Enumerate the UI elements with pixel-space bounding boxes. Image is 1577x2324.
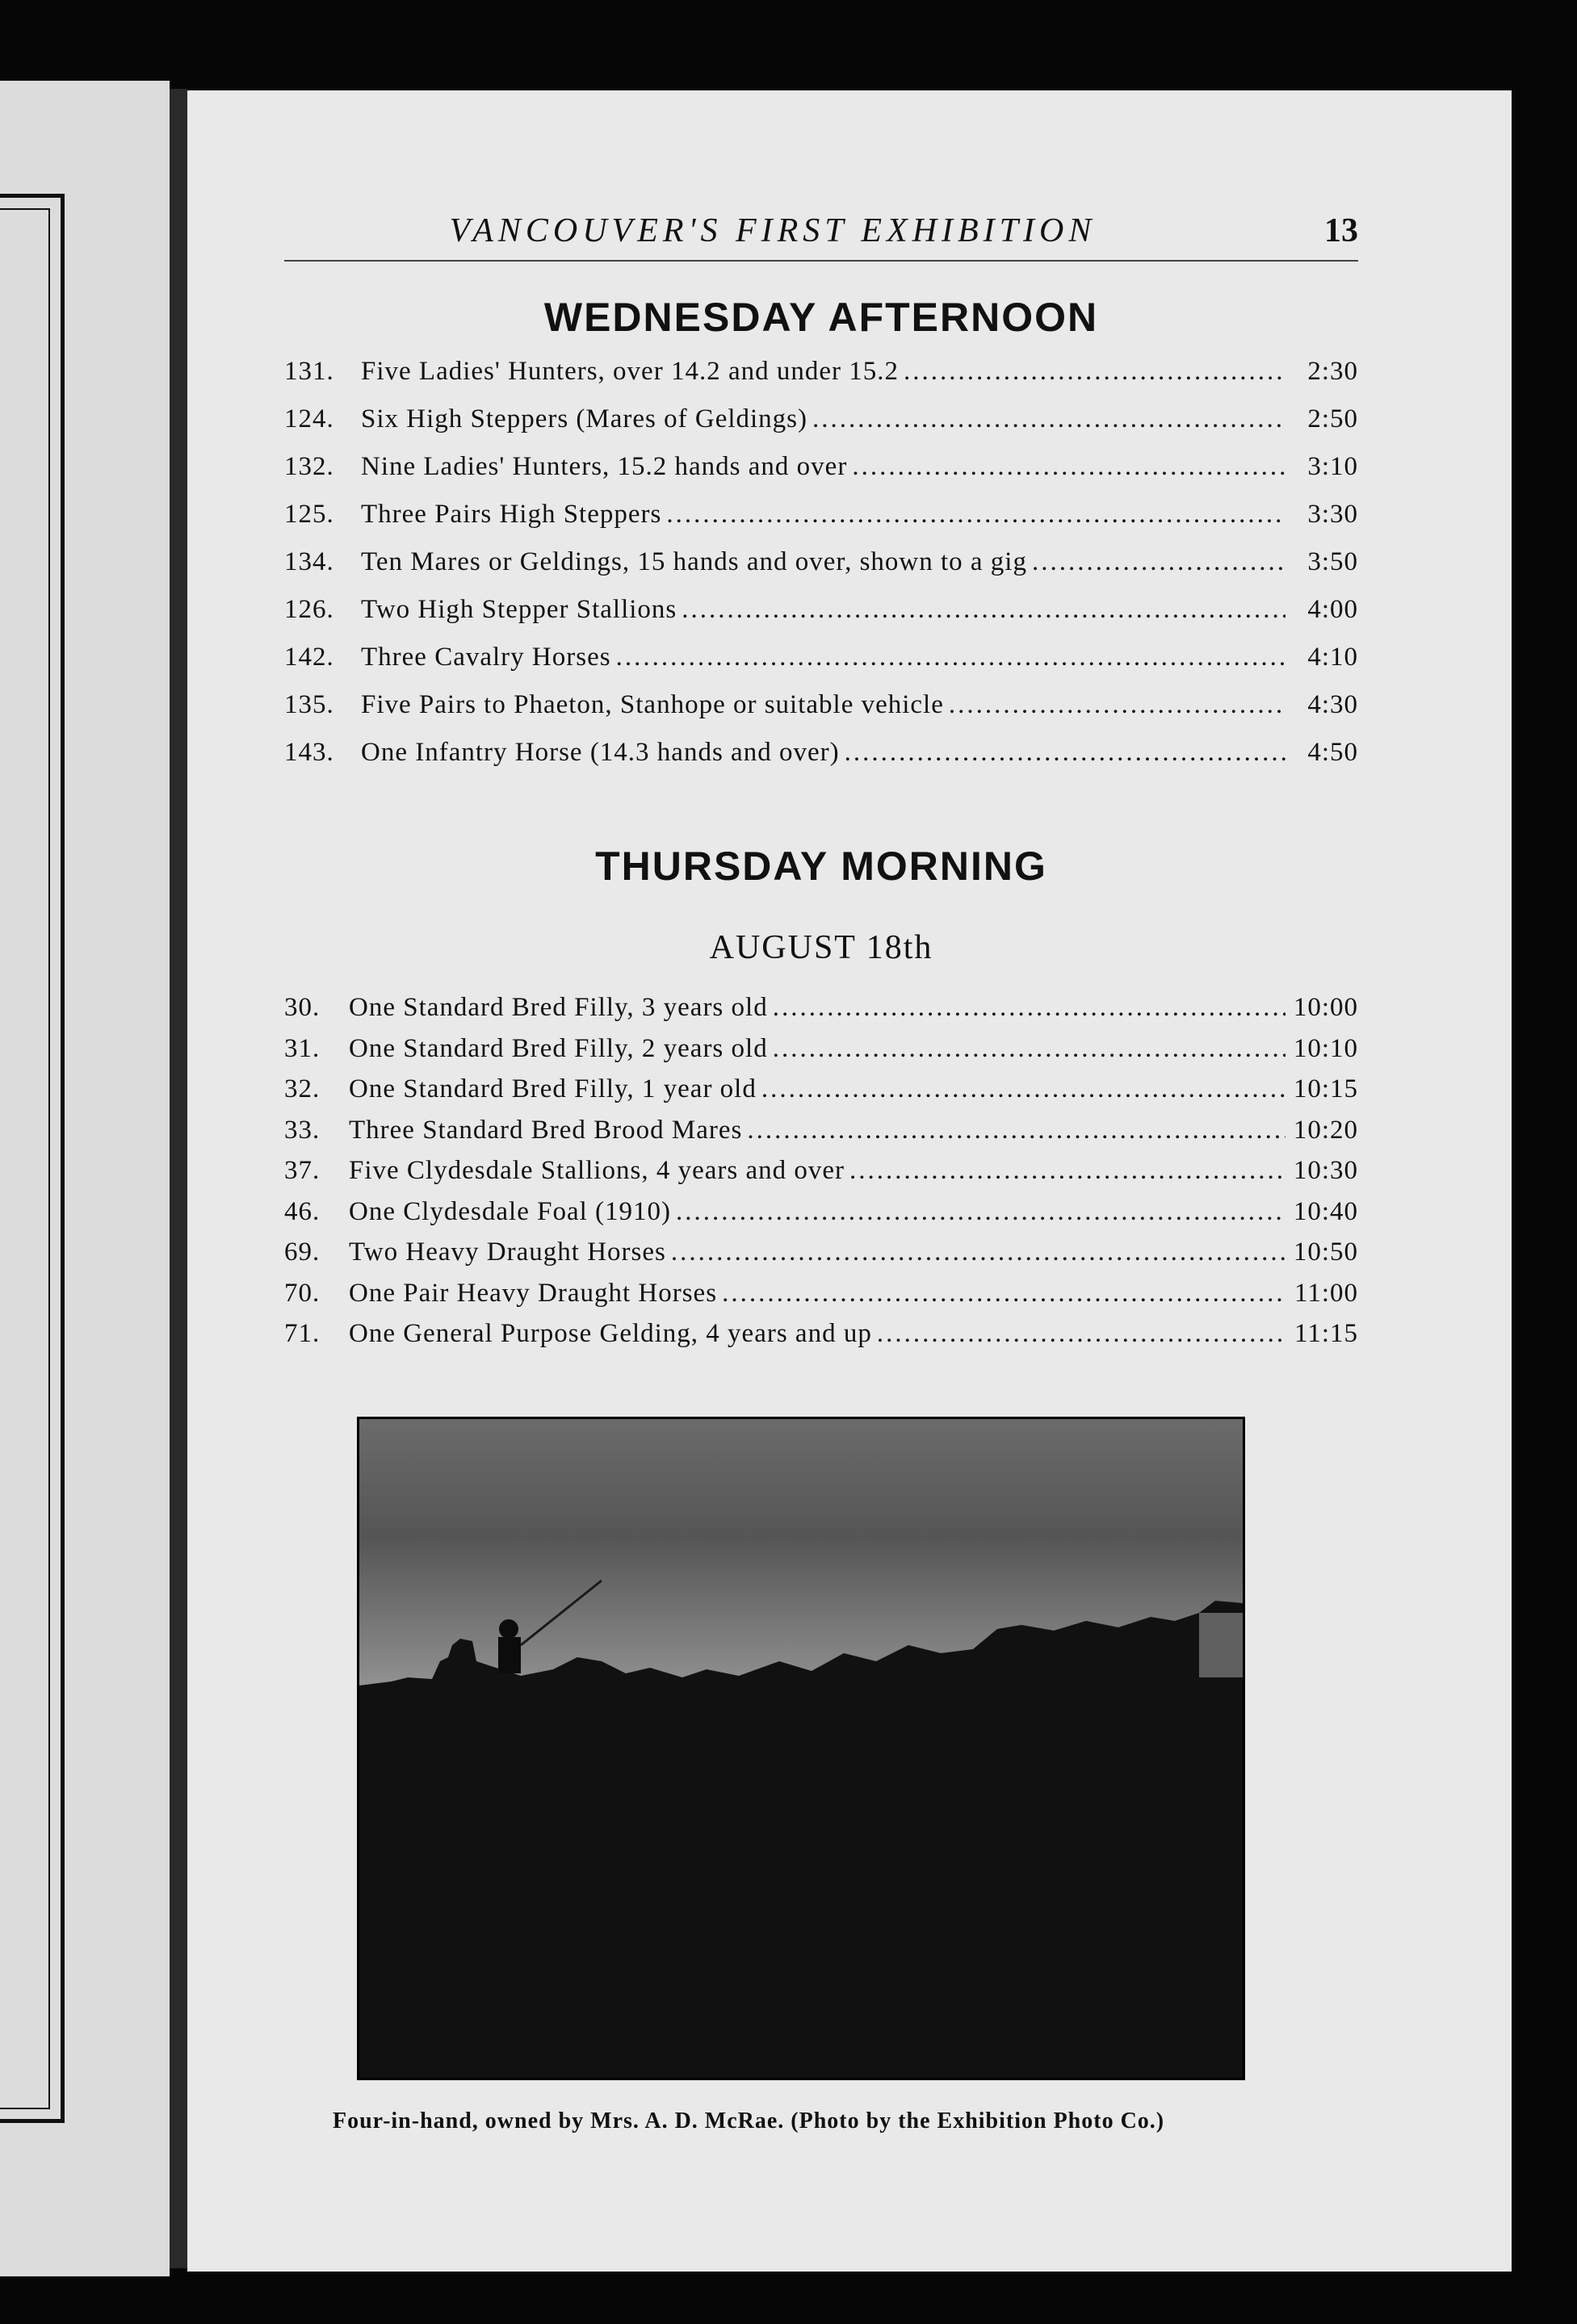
entry-time: 10:40: [1293, 1196, 1358, 1226]
dot-leader: [845, 738, 1286, 768]
entry-number: 46.: [284, 1196, 321, 1226]
schedule-entry: [284, 357, 1358, 404]
dot-leader: [747, 1116, 1286, 1145]
dot-leader: [676, 1197, 1286, 1227]
schedule-entry: [284, 595, 1358, 643]
driver-silhouette: [499, 1619, 518, 1639]
entry-description: Five Pairs to Phaeton, Stanhope or suitable vehicle: [361, 690, 944, 719]
entry-description: Six High Steppers (Mares of Geldings): [361, 404, 808, 433]
entry-number: 70.: [284, 1278, 321, 1308]
entry-description: One Standard Bred Filly, 2 years old: [349, 1033, 768, 1063]
entry-time: 10:00: [1293, 993, 1358, 1022]
schedule-entry: [284, 1279, 1358, 1320]
four-in-hand-photograph: [357, 1417, 1245, 2080]
schedule-entry: [284, 1197, 1358, 1238]
entry-description: One General Purpose Gelding, 4 years and up: [349, 1319, 872, 1348]
adjacent-page: [0, 81, 170, 2276]
entry-number: 142.: [284, 643, 334, 672]
schedule-entry: [284, 1116, 1358, 1157]
dot-leader: [671, 1237, 1286, 1267]
entry-time: 4:10: [1307, 643, 1358, 672]
dot-leader: [1032, 547, 1286, 577]
entry-time: 3:30: [1307, 500, 1358, 529]
dot-leader: [616, 643, 1286, 672]
entry-description: Five Clydesdale Stallions, 4 years and over: [349, 1156, 845, 1185]
wednesday-heading: WEDNESDAY AFTERNOON: [543, 295, 1099, 340]
entry-time: 3:50: [1307, 547, 1358, 576]
dot-leader: [773, 993, 1286, 1023]
driver-body: [498, 1637, 521, 1673]
schedule-entry: [284, 1237, 1358, 1279]
entry-time: 4:30: [1307, 690, 1358, 719]
photo-silhouette: [359, 1419, 1243, 2078]
entry-number: 32.: [284, 1074, 321, 1103]
entry-description: Three Standard Bred Brood Mares: [349, 1115, 743, 1145]
thursday-schedule: [284, 993, 1358, 1360]
entry-description: One Standard Bred Filly, 1 year old: [349, 1074, 757, 1103]
entry-time: 4:50: [1307, 738, 1358, 767]
photo-caption: Four-in-hand, owned by Mrs. A. D. McRae. (Photo by the Exhibition Photo Co.): [333, 2108, 1165, 2133]
schedule-entry: [284, 500, 1358, 547]
dot-leader: [849, 1156, 1286, 1186]
entry-time: 3:10: [1307, 452, 1358, 481]
entry-number: 33.: [284, 1115, 321, 1145]
schedule-entry: [284, 452, 1358, 500]
entry-time: 2:30: [1307, 357, 1358, 386]
schedule-entry: [284, 690, 1358, 738]
schedule-entry: [284, 1319, 1358, 1360]
entry-description: Three Cavalry Horses: [361, 643, 611, 672]
entry-time: 10:20: [1293, 1115, 1358, 1145]
wednesday-schedule: [284, 357, 1358, 785]
schedule-entry: [284, 1156, 1358, 1197]
entry-description: One Standard Bred Filly, 3 years old: [349, 993, 768, 1022]
entry-number: 125.: [284, 500, 334, 529]
entry-description: Three Pairs High Steppers: [361, 500, 662, 529]
entry-time: 11:15: [1294, 1319, 1358, 1348]
schedule-entry: [284, 993, 1358, 1034]
thursday-heading: THURSDAY MORNING: [595, 844, 1047, 889]
dot-leader: [949, 690, 1286, 720]
entry-number: 143.: [284, 738, 334, 767]
dot-leader: [722, 1279, 1286, 1309]
treeline-silhouette: [359, 1601, 1243, 2078]
dot-leader: [761, 1074, 1286, 1104]
dot-leader: [852, 452, 1286, 482]
dot-leader: [666, 500, 1286, 530]
entry-number: 124.: [284, 404, 334, 433]
dot-leader: [812, 404, 1286, 434]
entry-time: 10:50: [1293, 1237, 1358, 1267]
entry-description: One Infantry Horse (14.3 hands and over): [361, 738, 840, 767]
entry-description: One Pair Heavy Draught Horses: [349, 1278, 718, 1308]
dot-leader: [773, 1034, 1286, 1064]
entry-number: 30.: [284, 993, 321, 1022]
entry-number: 131.: [284, 357, 334, 386]
thursday-date: AUGUST 18th: [709, 929, 933, 966]
schedule-entry: [284, 738, 1358, 785]
whip-silhouette: [521, 1581, 602, 1645]
entry-description: Ten Mares or Geldings, 15 hands and over, shown to a gig: [361, 547, 1027, 576]
book-spine: [170, 89, 187, 2268]
entry-time: 4:00: [1307, 595, 1358, 624]
schedule-entry: [284, 1074, 1358, 1116]
entry-description: Nine Ladies' Hunters, 15.2 hands and over: [361, 452, 848, 481]
entry-number: 132.: [284, 452, 334, 481]
document-page: [187, 90, 1512, 2272]
dot-leader: [904, 357, 1286, 387]
entry-number: 126.: [284, 595, 334, 624]
schedule-entry: [284, 547, 1358, 595]
schedule-entry: [284, 1034, 1358, 1075]
entry-number: 69.: [284, 1237, 321, 1267]
entry-number: 135.: [284, 690, 334, 719]
entry-number: 31.: [284, 1033, 321, 1063]
entry-time: 2:50: [1307, 404, 1358, 433]
dot-leader: [877, 1319, 1286, 1349]
header-title: VANCOUVER'S FIRST EXHIBITION: [449, 212, 1097, 249]
entry-number: 37.: [284, 1156, 321, 1185]
schedule-entry: [284, 643, 1358, 690]
entry-time: 10:30: [1293, 1156, 1358, 1185]
entry-number: 71.: [284, 1319, 321, 1348]
entry-description: Five Ladies' Hunters, over 14.2 and under 15.2: [361, 357, 899, 386]
dot-leader: [682, 595, 1286, 625]
entry-time: 10:10: [1293, 1033, 1358, 1063]
entry-description: Two Heavy Draught Horses: [349, 1237, 666, 1267]
building-highlight: [1199, 1613, 1243, 1677]
entry-time: 11:00: [1294, 1278, 1358, 1308]
entry-description: Two High Stepper Stallions: [361, 595, 677, 624]
entry-description: One Clydesdale Foal (1910): [349, 1196, 672, 1226]
entry-time: 10:15: [1293, 1074, 1358, 1103]
schedule-entry: [284, 404, 1358, 452]
page-number: 13: [1324, 212, 1358, 249]
running-header: [284, 211, 1358, 262]
entry-number: 134.: [284, 547, 334, 576]
adjacent-page-inner-border: [0, 208, 50, 2109]
